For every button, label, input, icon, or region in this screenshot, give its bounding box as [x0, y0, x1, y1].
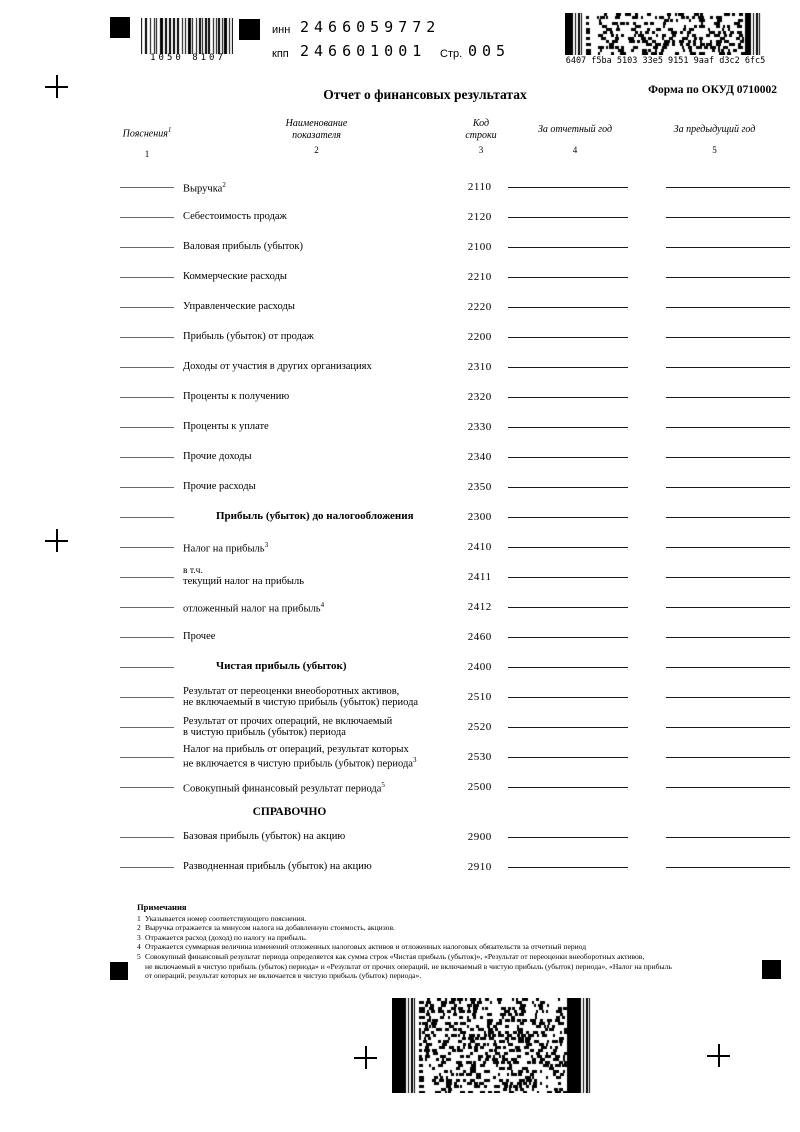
okud-form-code: Форма по ОКУД 0710002: [648, 84, 777, 96]
line-code: 2500: [467, 781, 492, 793]
reporting-year-value-line: [508, 187, 628, 188]
table-row: [120, 322, 790, 352]
previous-year-value-line: [666, 427, 790, 428]
footnote-text: Отражается суммарная величина изменений отложенных налоговых активов и отложенных налоговых обязательств за отчетный период: [145, 942, 587, 952]
footnote-text: Отражается расход (доход) по налогу на прибыль.: [145, 932, 307, 942]
reporting-year-value-line: [508, 837, 628, 838]
explanation-ref-line: [120, 727, 174, 728]
reporting-year-cell: [502, 367, 645, 368]
reporting-year-cell: [502, 217, 645, 218]
explanation-cell: [120, 667, 174, 668]
previous-year-cell: [645, 757, 790, 758]
table-header: [120, 114, 782, 160]
previous-year-value-line: [666, 367, 790, 368]
previous-year-value-line: [666, 637, 790, 638]
footnote-number: 2: [137, 923, 141, 933]
line-code: 2120: [467, 211, 492, 223]
form-number-barcode-label: 1050 8107: [150, 53, 226, 63]
explanation-ref-line: [120, 577, 174, 578]
table-row: [120, 712, 790, 742]
line-code: 2350: [467, 481, 492, 493]
footnote-text: Указывается номер соответствующего пояснения.: [145, 913, 307, 923]
previous-year-cell: [645, 667, 790, 668]
previous-year-cell: [645, 637, 790, 638]
reporting-year-value-line: [508, 337, 628, 338]
reporting-year-cell: [502, 307, 645, 308]
previous-year-cell: [645, 277, 790, 278]
previous-year-value-line: [666, 217, 790, 218]
column-header-previous-year: За предыдущий год 5: [673, 124, 756, 155]
previous-year-cell: [645, 487, 790, 488]
reporting-year-cell: [502, 607, 645, 608]
row-prefix: в т.ч.: [183, 566, 203, 577]
explanation-ref-line: [120, 837, 174, 838]
explanation-cell: [120, 187, 174, 188]
inn-value: 2466059772: [300, 18, 441, 36]
line-code: 2411: [467, 571, 492, 583]
registration-cross-icon: [354, 1046, 377, 1069]
explanation-cell: [120, 397, 174, 398]
page-number-label: Стр.: [440, 48, 463, 60]
previous-year-cell: [645, 837, 790, 838]
previous-year-cell: [645, 457, 790, 458]
previous-year-value-line: [666, 837, 790, 838]
previous-year-value-line: [666, 397, 790, 398]
explanation-cell: [120, 787, 174, 788]
line-code: 2410: [467, 541, 492, 553]
footnote-text: Совокупный финансовый результат периода определяется как сумма строк «Чистая прибыль (убыток)», «Результат от переоценки внеоборотных активов, не включаемый в чистую прибыль (убыток) периода» и «Результат от прочих операций, не включаемый в чистую прибыль (убыток) периода», «Налог на прибыль от операций, результат которых не включается в чистую прибыль (убыток) периода».: [145, 951, 672, 981]
explanation-ref-line: [120, 697, 174, 698]
explanation-ref-line: [120, 457, 174, 458]
column-number: 4: [572, 145, 578, 155]
column-header-indicator-name: Наименование показателя 2: [285, 118, 348, 155]
explanation-cell: [120, 367, 174, 368]
footnote-item: [137, 914, 777, 924]
table-row: [120, 442, 790, 472]
line-code: 2220: [467, 301, 492, 313]
line-code: 2900: [467, 831, 492, 843]
line-code: 2100: [467, 241, 492, 253]
previous-year-value-line: [666, 547, 790, 548]
table-body: [120, 172, 790, 882]
explanation-cell: [120, 457, 174, 458]
explanation-cell: [120, 517, 174, 518]
previous-year-cell: [645, 217, 790, 218]
reporting-year-cell: [502, 517, 645, 518]
reporting-year-cell: [502, 637, 645, 638]
footnotes: [137, 903, 777, 981]
explanation-cell: [120, 277, 174, 278]
footnote-item: [137, 952, 777, 981]
explanation-ref-line: [120, 187, 174, 188]
reporting-year-cell: [502, 277, 645, 278]
table-row: [120, 682, 790, 712]
explanation-cell: [120, 427, 174, 428]
indicator-name: Коммерческие расходы: [183, 271, 287, 283]
explanation-cell: [120, 757, 174, 758]
table-row: [120, 652, 790, 682]
line-code: 2320: [467, 391, 492, 403]
line-code: 2210: [467, 271, 492, 283]
footnotes-title: Примечания: [137, 902, 187, 912]
previous-year-cell: [645, 187, 790, 188]
indicator-name: Совокупный финансовый результат периода$^5$: [183, 780, 385, 794]
reporting-year-cell: [502, 837, 645, 838]
previous-year-cell: [645, 577, 790, 578]
reporting-year-cell: [502, 667, 645, 668]
previous-year-value-line: [666, 187, 790, 188]
registration-cross-icon: [707, 1044, 730, 1067]
indicator-name: Разводненная прибыль (убыток) на акцию: [183, 861, 372, 873]
previous-year-value-line: [666, 667, 790, 668]
column-number: 5: [712, 145, 717, 155]
registration-square-icon: [110, 17, 130, 38]
registration-cross-icon: [45, 75, 68, 98]
line-code: 2340: [467, 451, 492, 463]
explanation-ref-line: [120, 867, 174, 868]
indicator-name: Проценты к получению: [183, 391, 290, 403]
reporting-year-value-line: [508, 397, 628, 398]
previous-year-value-line: [666, 307, 790, 308]
indicator-name: Прибыль (убыток) до налогообложения: [216, 510, 414, 523]
kpp-value: 246601001: [300, 42, 427, 60]
previous-year-cell: [645, 427, 790, 428]
reporting-year-value-line: [508, 757, 628, 758]
reporting-year-value-line: [508, 427, 628, 428]
reporting-year-value-line: [508, 727, 628, 728]
previous-year-value-line: [666, 607, 790, 608]
line-code: 2200: [467, 331, 492, 343]
indicator-name: Прочие расходы: [183, 481, 256, 493]
explanation-ref-line: [120, 517, 174, 518]
previous-year-cell: [645, 397, 790, 398]
table-row: [120, 502, 790, 532]
indicator-name: Проценты к уплате: [183, 421, 269, 433]
reporting-year-cell: [502, 697, 645, 698]
indicator-name: Прочее: [183, 631, 216, 643]
explanation-cell: [120, 697, 174, 698]
previous-year-cell: [645, 367, 790, 368]
registration-square-icon: [110, 962, 128, 980]
explanation-ref-line: [120, 307, 174, 308]
explanation-ref-line: [120, 787, 174, 788]
footnote-item: [137, 942, 777, 952]
column-number: 2: [314, 145, 319, 155]
table-row: [120, 352, 790, 382]
reporting-year-cell: [502, 487, 645, 488]
line-code: 2510: [467, 691, 492, 703]
indicator-name: Налог на прибыль от операций, результат которых не включается в чистую прибыль (убыток) периода$^3$: [183, 743, 417, 770]
table-row: [120, 622, 790, 652]
previous-year-value-line: [666, 277, 790, 278]
form-number-barcode-icon: [141, 18, 233, 54]
previous-year-value-line: [666, 487, 790, 488]
reporting-year-value-line: [508, 697, 628, 698]
table-row: [120, 172, 790, 202]
explanation-ref-line: [120, 757, 174, 758]
pdf417-barcode-icon: [392, 998, 593, 1093]
explanation-ref-line: [120, 397, 174, 398]
indicator-name: Доходы от участия в других организациях: [183, 361, 372, 373]
explanation-cell: [120, 637, 174, 638]
explanation-cell: [120, 867, 174, 868]
table-row: [120, 822, 790, 852]
line-code: 2530: [467, 751, 492, 763]
reporting-year-cell: [502, 867, 645, 868]
reporting-year-cell: [502, 787, 645, 788]
table-row: [120, 742, 790, 772]
line-code: 2330: [467, 421, 492, 433]
explanation-cell: [120, 307, 174, 308]
line-code: 2910: [467, 861, 492, 873]
indicator-name: отложенный налог на прибыль$^4$: [183, 600, 325, 614]
explanation-ref-line: [120, 487, 174, 488]
indicator-name: Результат от прочих операций, не включаемый в чистую прибыль (убыток) периода: [183, 715, 393, 738]
explanation-cell: [120, 577, 174, 578]
line-code: 2310: [467, 361, 492, 373]
previous-year-cell: [645, 247, 790, 248]
line-code: 2412: [467, 601, 492, 613]
indicator-name: Прибыль (убыток) от продаж: [183, 331, 314, 343]
kpp-label: кпп: [272, 48, 289, 60]
column-header-line-code: Код строки 3: [465, 118, 497, 155]
reporting-year-value-line: [508, 457, 628, 458]
page-title: Отчет о финансовых результатах: [323, 87, 527, 102]
explanation-cell: [120, 337, 174, 338]
table-row: [120, 382, 790, 412]
column-number: 1: [144, 149, 150, 160]
explanation-cell: [120, 607, 174, 608]
previous-year-cell: [645, 727, 790, 728]
inn-label: инн: [272, 24, 291, 36]
previous-year-cell: [645, 517, 790, 518]
explanation-ref-line: [120, 547, 174, 548]
indicator-name: в т.ч. текущий налог на прибыль: [174, 566, 458, 588]
explanation-ref-line: [120, 217, 174, 218]
indicator-name: Себестоимость продаж: [183, 211, 287, 223]
reporting-year-cell: [502, 457, 645, 458]
previous-year-value-line: [666, 457, 790, 458]
column-header-explanations: Пояснения$^1$ 1: [122, 126, 172, 160]
reporting-year-cell: [502, 247, 645, 248]
reporting-year-value-line: [508, 217, 628, 218]
line-code: 2400: [467, 661, 492, 673]
previous-year-value-line: [666, 517, 790, 518]
explanation-ref-line: [120, 667, 174, 668]
table-row: [120, 532, 790, 562]
previous-year-value-line: [666, 757, 790, 758]
line-code: 2300: [467, 511, 492, 523]
previous-year-cell: [645, 697, 790, 698]
previous-year-value-line: [666, 727, 790, 728]
footnote-number: 4: [137, 942, 141, 952]
previous-year-value-line: [666, 787, 790, 788]
footnote-number: 5: [137, 951, 141, 961]
reporting-year-cell: [502, 577, 645, 578]
page-number-value: 005: [468, 42, 511, 60]
table-row: [120, 202, 790, 232]
reporting-year-cell: [502, 757, 645, 758]
reporting-year-value-line: [508, 577, 628, 578]
reporting-year-cell: [502, 397, 645, 398]
explanation-cell: [120, 247, 174, 248]
indicator-name: Результат от переоценки внеоборотных активов, не включаемый в чистую прибыль (убыток) периода: [183, 685, 419, 708]
table-row: [120, 592, 790, 622]
explanation-cell: [120, 547, 174, 548]
footnote-item: [137, 923, 777, 933]
reporting-year-cell: [502, 727, 645, 728]
previous-year-value-line: [666, 337, 790, 338]
reporting-year-cell: [502, 187, 645, 188]
previous-year-cell: [645, 867, 790, 868]
footnote-item: [137, 933, 777, 943]
explanation-ref-line: [120, 637, 174, 638]
previous-year-value-line: [666, 697, 790, 698]
indicator-name: Валовая прибыль (убыток): [183, 241, 304, 253]
footnote-number: 3: [137, 932, 141, 942]
indicator-name: Управленческие расходы: [183, 301, 295, 313]
explanation-cell: [120, 727, 174, 728]
reporting-year-value-line: [508, 307, 628, 308]
explanation-ref-line: [120, 367, 174, 368]
explanation-ref-line: [120, 277, 174, 278]
reporting-year-value-line: [508, 247, 628, 248]
explanation-cell: [120, 837, 174, 838]
previous-year-value-line: [666, 577, 790, 578]
registration-cross-icon: [45, 529, 68, 552]
reporting-year-cell: [502, 337, 645, 338]
pdf417-barcode-label: 6407 f5ba 5103 33e5 9151 9aaf d3c2 6fc5: [565, 56, 766, 66]
footnote-number: 1: [137, 913, 141, 923]
column-header-reporting-year: За отчетный год 4: [537, 124, 613, 155]
table-row: [120, 232, 790, 262]
footnote-text: Выручка отражается за минусом налога на добавленную стоимость, акцизов.: [145, 923, 395, 933]
explanation-cell: [120, 487, 174, 488]
reporting-year-value-line: [508, 277, 628, 278]
reporting-year-value-line: [508, 367, 628, 368]
reporting-year-value-line: [508, 667, 628, 668]
section-heading-row: [120, 802, 790, 822]
explanation-ref-line: [120, 337, 174, 338]
table-row: [120, 772, 790, 802]
table-row: [120, 292, 790, 322]
section-heading: СПРАВОЧНО: [252, 806, 327, 818]
table-row: [120, 262, 790, 292]
indicator-name: Базовая прибыль (убыток) на акцию: [183, 831, 346, 843]
reporting-year-value-line: [508, 867, 628, 868]
reporting-year-value-line: [508, 547, 628, 548]
table-row: [120, 852, 790, 882]
line-code: 2460: [467, 631, 492, 643]
indicator-name: Чистая прибыль (убыток): [216, 660, 347, 673]
indicator-name: Налог на прибыль$^3$: [183, 540, 269, 554]
previous-year-cell: [645, 337, 790, 338]
reporting-year-cell: [502, 547, 645, 548]
explanation-ref-line: [120, 427, 174, 428]
previous-year-cell: [645, 307, 790, 308]
line-code: 2520: [467, 721, 492, 733]
pdf417-barcode-icon: [565, 13, 763, 55]
table-row: [120, 562, 790, 592]
previous-year-value-line: [666, 867, 790, 868]
registration-square-icon: [239, 19, 260, 40]
reporting-year-cell: [502, 427, 645, 428]
explanation-ref-line: [120, 607, 174, 608]
previous-year-cell: [645, 787, 790, 788]
previous-year-cell: [645, 547, 790, 548]
reporting-year-value-line: [508, 607, 628, 608]
reporting-year-value-line: [508, 517, 628, 518]
previous-year-value-line: [666, 247, 790, 248]
explanation-cell: [120, 217, 174, 218]
line-code: 2110: [467, 181, 492, 193]
explanation-ref-line: [120, 247, 174, 248]
previous-year-cell: [645, 607, 790, 608]
column-number: 3: [478, 145, 484, 155]
table-row: [120, 472, 790, 502]
reporting-year-value-line: [508, 487, 628, 488]
indicator-name: Прочие доходы: [183, 451, 252, 463]
reporting-year-value-line: [508, 637, 628, 638]
table-row: [120, 412, 790, 442]
reporting-year-value-line: [508, 787, 628, 788]
indicator-name: Выручка$^2$: [183, 180, 226, 194]
